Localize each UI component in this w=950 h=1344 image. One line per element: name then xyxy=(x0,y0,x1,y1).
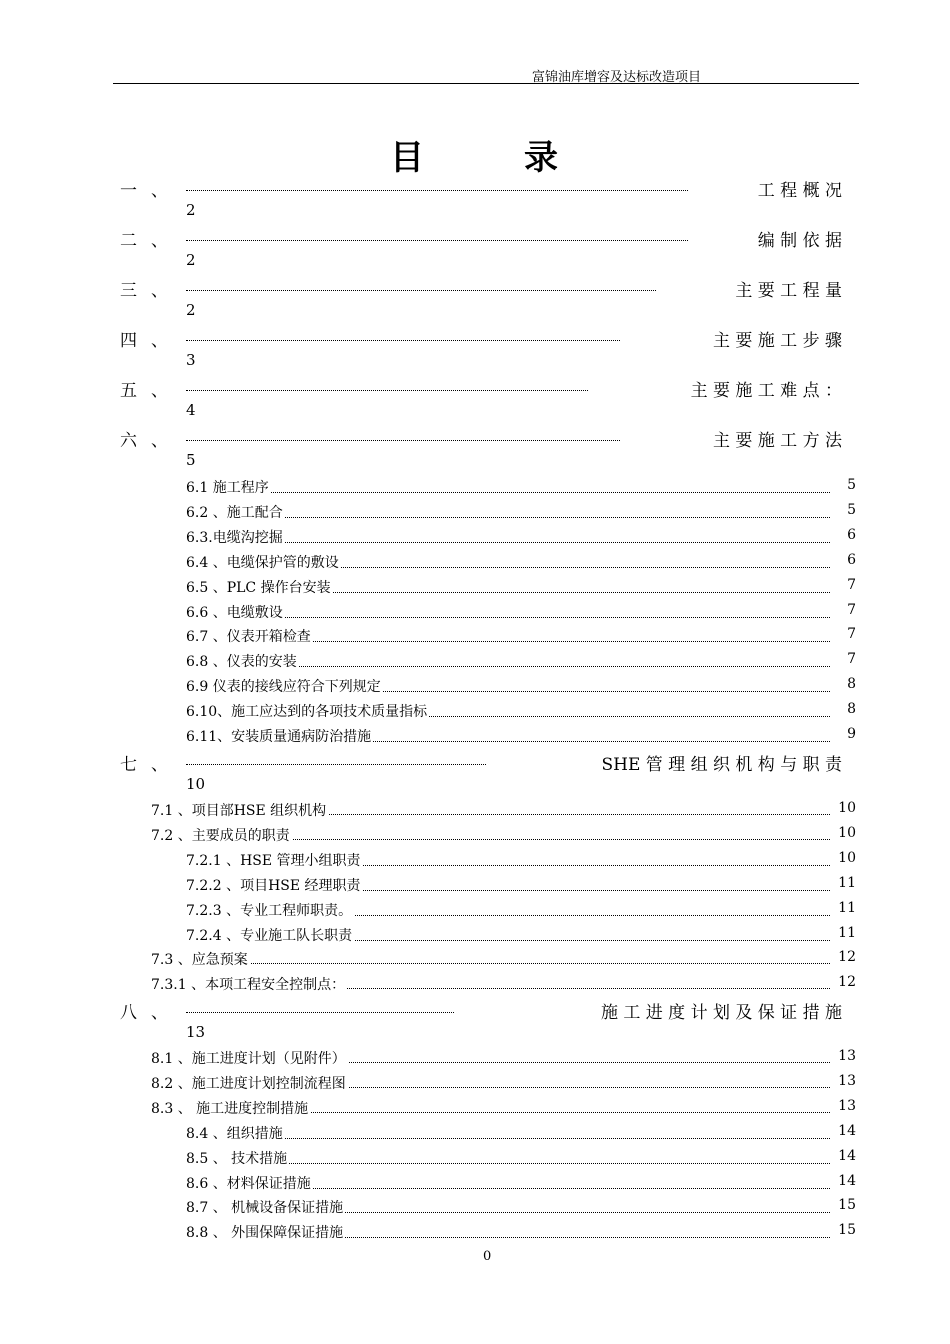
toc-entry-label: 主 要 施 工 方 法 xyxy=(712,431,842,451)
toc-subentry-page: 14 xyxy=(838,1147,856,1164)
toc-dot-leader xyxy=(151,963,830,964)
toc-subentry[interactable] xyxy=(186,1197,856,1219)
toc-subentry-label: 8.2 、施工进度计划控制流程图 xyxy=(151,1073,348,1093)
toc-subentry-page: 9 xyxy=(847,726,856,742)
toc-subentry-label: 7.3 、应急预案 xyxy=(151,949,250,969)
toc-subentry[interactable] xyxy=(186,1173,856,1195)
toc-subentry-page: 10 xyxy=(838,800,856,816)
toc-subentry-page: 14 xyxy=(838,1172,856,1189)
toc-subentry-label: 7.3.1 、本项工程安全控制点： xyxy=(151,974,347,994)
toc-subentry[interactable] xyxy=(151,949,856,971)
toc-entry[interactable] xyxy=(120,426,842,474)
toc-subentry-label: 7.1 、项目部HSE 组织机构 xyxy=(151,800,328,820)
toc-subentry-label: 8.7 、 机械设备保证措施 xyxy=(186,1197,345,1217)
toc-subentry[interactable] xyxy=(151,800,856,822)
toc-subentry-label: 6.2 、施工配合 xyxy=(186,502,285,522)
header-project-title: 富锦油库增容及达标改造项目 xyxy=(532,70,702,85)
toc-subentry-label: 7.2 、主要成员的职责 xyxy=(151,825,292,845)
toc-subentry-page: 11 xyxy=(838,924,856,941)
toc-subentry[interactable] xyxy=(186,925,856,947)
header-rule xyxy=(113,83,859,84)
toc-dot-leader xyxy=(186,492,830,493)
toc-subentry[interactable] xyxy=(186,850,856,872)
toc-entry-number: 一、 xyxy=(120,181,182,201)
toc-entry[interactable] xyxy=(120,376,842,424)
toc-dot-leader xyxy=(186,286,656,291)
toc-title xyxy=(390,130,558,179)
toc-entry-number: 八、 xyxy=(120,1003,182,1023)
toc-subentry[interactable] xyxy=(186,875,856,897)
toc-entry-label: 编 制 依 据 xyxy=(757,231,842,251)
toc-title-char-1: 目 xyxy=(390,138,424,178)
toc-entry[interactable] xyxy=(120,226,842,274)
toc-entry[interactable] xyxy=(120,326,842,374)
toc-dot-leader xyxy=(186,436,620,441)
toc-subentry-label: 6.1 施工程序 xyxy=(186,477,271,497)
toc-subentry-page: 14 xyxy=(838,1122,856,1139)
toc-subentry-page: 5 xyxy=(847,477,856,493)
toc-dot-leader xyxy=(186,760,486,765)
toc-subentry-page: 13 xyxy=(838,1072,856,1089)
toc-title-char-2: 录 xyxy=(524,138,558,178)
toc-subentry[interactable] xyxy=(151,1098,856,1120)
toc-subentry-label: 8.1 、施工进度计划（见附件） xyxy=(151,1048,348,1068)
toc-subentry[interactable] xyxy=(186,602,856,624)
toc-subentry[interactable] xyxy=(151,1073,856,1095)
toc-subentry-page: 7 xyxy=(847,601,856,618)
toc-subentry-page: 11 xyxy=(838,874,856,891)
toc-subentry-page: 12 xyxy=(838,974,856,991)
toc-subentry[interactable] xyxy=(186,651,856,673)
toc-entry-label: SHE 管 理 组 织 机 构 与 职 责 xyxy=(601,755,842,775)
toc-subentry[interactable] xyxy=(151,825,856,847)
toc-entry[interactable] xyxy=(120,998,842,1046)
toc-subentry-label: 8.5 、 技术措施 xyxy=(186,1148,289,1168)
toc-entry[interactable] xyxy=(120,750,842,798)
toc-subentry-label: 6.5 、PLC 操作台安装 xyxy=(186,577,333,597)
toc-subentry-page: 15 xyxy=(838,1222,856,1239)
toc-entry-number: 三、 xyxy=(120,281,182,301)
toc-subentry-page: 5 xyxy=(847,501,856,518)
toc-subentry-label: 7.2.1 、HSE 管理小组职责 xyxy=(186,850,363,870)
toc-subentry-label: 7.2.4 、专业施工队长职责 xyxy=(186,925,354,945)
toc-subentry-page: 6 xyxy=(847,526,856,543)
toc-subentry-label: 8.4 、组织措施 xyxy=(186,1123,285,1143)
toc-subentry[interactable] xyxy=(186,726,856,748)
toc-subentry[interactable] xyxy=(186,1148,856,1170)
toc-subentry-label: 6.8 、仪表的安装 xyxy=(186,651,299,671)
toc-subentry-page: 7 xyxy=(847,651,856,668)
toc-subentry-page: 8 xyxy=(847,676,856,693)
toc-entry-label: 主 要 工 程 量 xyxy=(735,281,842,301)
toc-dot-leader xyxy=(186,1008,454,1013)
toc-entry[interactable] xyxy=(120,276,842,324)
toc-subentry[interactable] xyxy=(186,1123,856,1145)
toc-subentry-label: 7.2.3 、专业工程师职责。 xyxy=(186,900,354,920)
toc-subentry[interactable] xyxy=(186,626,856,648)
toc-subentry[interactable] xyxy=(186,477,856,499)
toc-subentry-label: 6.10、施工应达到的各项技术质量指标 xyxy=(186,701,429,721)
toc-subentry-label: 8.3 、 施工进度控制措施 xyxy=(151,1098,310,1118)
toc-subentry-page: 13 xyxy=(838,1097,856,1114)
toc-subentry-label: 7.2.2 、项目HSE 经理职责 xyxy=(186,875,363,895)
toc-entry-page: 4 xyxy=(186,401,196,419)
toc-subentry[interactable] xyxy=(186,577,856,599)
toc-subentry-label: 6.4 、电缆保护管的敷设 xyxy=(186,552,341,572)
toc-subentry[interactable] xyxy=(151,1048,856,1070)
toc-subentry[interactable] xyxy=(186,552,856,574)
toc-entry[interactable] xyxy=(120,176,842,224)
toc-subentry[interactable] xyxy=(151,974,856,996)
toc-subentry-label: 8.6 、材料保证措施 xyxy=(186,1173,313,1193)
toc-subentry-page: 7 xyxy=(847,576,856,593)
toc-entry-label: 主 要 施 工 步 骤 xyxy=(712,331,842,351)
toc-subentry[interactable] xyxy=(186,701,856,723)
toc-subentry-page: 11 xyxy=(838,899,856,916)
toc-subentry-label: 6.9 仪表的接线应符合下列规定 xyxy=(186,676,383,696)
toc-entry-number: 五、 xyxy=(120,381,182,401)
toc-entry-number: 六、 xyxy=(120,431,182,451)
toc-subentry[interactable] xyxy=(186,502,856,524)
toc-subentry-page: 10 xyxy=(838,849,856,866)
toc-dot-leader xyxy=(186,386,588,391)
toc-subentry[interactable] xyxy=(186,1222,856,1244)
toc-dot-leader xyxy=(186,336,620,341)
toc-subentry-label: 6.3.电缆沟挖掘 xyxy=(186,527,285,547)
toc-entry-label: 施 工 进 度 计 划 及 保 证 措 施 xyxy=(600,1003,842,1023)
toc-entry-number: 四、 xyxy=(120,331,182,351)
toc-entry-page: 2 xyxy=(186,251,196,269)
toc-subentry[interactable] xyxy=(186,527,856,549)
toc-entry-page: 3 xyxy=(186,351,196,369)
toc-subentry-page: 6 xyxy=(847,551,856,568)
toc-subentry-label: 6.7 、仪表开箱检查 xyxy=(186,626,313,646)
toc-entry-number: 二、 xyxy=(120,231,182,251)
toc-entry-page: 13 xyxy=(186,1023,206,1041)
toc-subentry-page: 7 xyxy=(847,626,856,643)
toc-subentry-label: 6.11、安装质量通病防治措施 xyxy=(186,726,373,746)
toc-entry-label: 主 要 施 工 难 点 ： xyxy=(690,381,842,401)
toc-entry-page: 5 xyxy=(186,451,196,469)
toc-subentry-label: 6.6 、电缆敷设 xyxy=(186,602,285,622)
toc-dot-leader xyxy=(186,236,688,241)
toc-subentry[interactable] xyxy=(186,900,856,922)
toc-entry-label: 工 程 概 况 xyxy=(757,181,842,201)
toc-entry-page: 10 xyxy=(186,775,206,793)
toc-subentry-page: 12 xyxy=(838,949,856,966)
toc-dot-leader xyxy=(186,186,688,191)
toc-entry-page: 2 xyxy=(186,201,196,219)
toc-subentry-page: 10 xyxy=(838,824,856,841)
toc-entry-number: 七、 xyxy=(120,755,182,775)
page-number: 0 xyxy=(483,1249,492,1264)
toc-subentry-label: 8.8 、 外围保障保证措施 xyxy=(186,1222,345,1242)
toc-subentry-page: 13 xyxy=(838,1048,856,1064)
toc-subentry-page: 15 xyxy=(838,1197,856,1214)
toc-subentry[interactable] xyxy=(186,676,856,698)
toc-subentry-page: 8 xyxy=(847,701,856,718)
toc-entry-page: 2 xyxy=(186,301,196,319)
